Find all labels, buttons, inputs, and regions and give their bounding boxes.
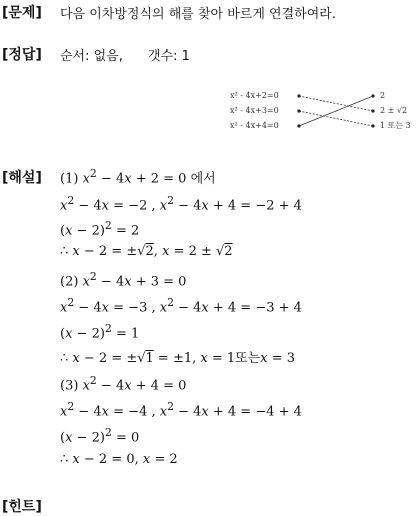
answer-count: 갯수: 1 (148, 49, 190, 64)
sol-line-8: ∴ x − 2 = ±√1 = ±1, x = 1또는x = 3 (60, 351, 296, 366)
hint-tag: [힌트] (2, 499, 42, 515)
sol-line-7: $(x - 2)^2 = 1$ (60, 322, 140, 342)
sol-line-5: (2) $x^2 - 4x + 3 = 0$ (60, 270, 187, 290)
left-eq-3: x² - 4x+4=0 (230, 121, 279, 130)
match-line-3 (299, 96, 373, 126)
sol-line-6: $x^2 - 4x = -3$ , $x^2 - 4x + 4 = -3 + 4$ (60, 296, 302, 316)
sol-suffix: 에서 (190, 171, 216, 187)
sol-line-9: (3) $x^2 - 4x + 4 = 0$ (60, 374, 187, 394)
sol-line-1: (1) $x^2 - 4x + 2 = 0$ 에서 (60, 167, 216, 187)
problem-tag: [문제] (2, 5, 42, 21)
left-eq-2: x² - 4x+3=0 (230, 106, 279, 115)
match-line-1 (299, 96, 373, 111)
sol-line-12: ∴ x − 2 = 0, x = 2 (60, 452, 178, 467)
right-ans-3: 1 또는 3 (380, 121, 411, 130)
sol-line-4: ∴ x − 2 = ±√2, x = 2 ± √2 (60, 244, 233, 259)
sol-line-10: $x^2 - 4x = -4$ , $x^2 - 4x + 4 = -4 + 4$ (60, 400, 302, 420)
answer-tag: [정답] (2, 47, 42, 63)
right-ans-1: 2 (380, 91, 386, 100)
matching-diagram (226, 86, 416, 136)
left-eq-1: x² - 4x+2=0 (230, 91, 279, 100)
match-line-2 (299, 111, 373, 126)
solution-tag: [해설] (2, 170, 42, 186)
sol-line-3: $(x - 2)^2 = 2$ (60, 219, 140, 239)
answer-order: 순서: 없음, (60, 49, 123, 64)
problem-text: 다음 이차방정식의 해를 찾아 바르게 연결하여라. (60, 7, 336, 22)
right-ans-2: 2 ± √2 (380, 106, 408, 115)
sol-line-2: $x^2 - 4x = -2$ , $x^2 - 4x + 4 = -2 + 4$ (60, 194, 302, 214)
sol-line-11: $(x - 2)^2 = 0$ (60, 426, 140, 446)
